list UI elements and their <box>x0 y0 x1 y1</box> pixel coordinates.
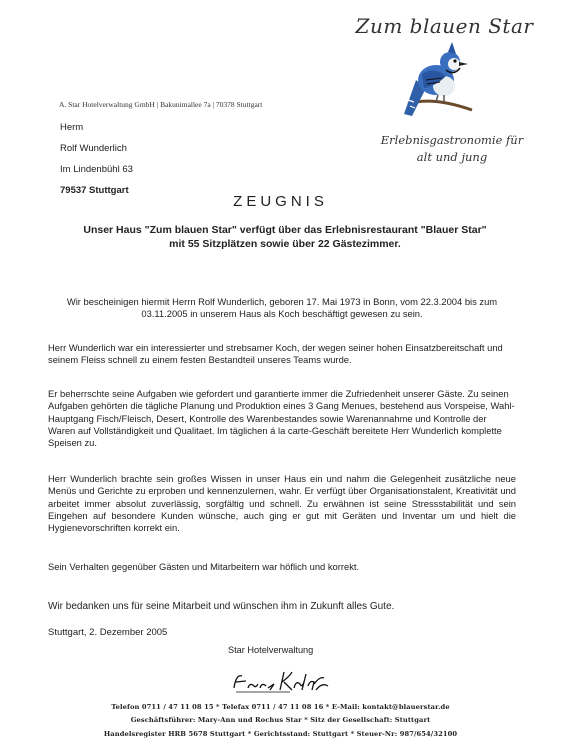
paragraph-employment: Wir bescheinigen hiermit Herrn Rolf Wunderlich, geboren 17. Mai 1973 in Bonn, vom 22.3.2004 bis zum 03.11.2005 in unserem Haus als Koch beschäftigt gewesen zu sein. <box>66 296 498 320</box>
paragraph-closing: Wir bedanken uns für seine Mitarbeit und wünschen ihm in Zukunft alles Gute. <box>48 601 395 612</box>
tagline-line1: Erlebnisgastronomie für <box>380 133 524 147</box>
recipient-name: Rolf Wunderlich <box>60 143 127 154</box>
tagline <box>352 132 552 166</box>
paragraph-character: Herr Wunderlich war ein interessierter und strebsamer Koch, der wegen seiner hohen Einsatzbereitschaft und seinem Fleiss schnell zu einem festen Bestandteil unseres Teams wurde. <box>48 342 503 366</box>
intro-line2: mit 55 Sitzplätzen sowie über 22 Gästezimmer. <box>169 238 401 250</box>
intro-text <box>46 223 524 251</box>
paragraph-skills: Herr Wunderlich brachte sein großes Wissen in unser Haus ein und nahm die Gelegenheit zusätzliche neue Menüs und Gerichte zu erproben und kennenzulernen, wahr. Er verfügt über Organisationstalent, Kreativität und arbeitet immer absolut zuverlässig, sorgfältig und schnell. Zu erwähnen ist seine Stressstabilität und sein Eingehen auf besondere Kunden wünsche, auch ging er gut mit Geräten und Inventar um und hielt die Hygienevorschriften korrekt ein. <box>48 473 516 534</box>
place-date: Stuttgart, 2. Dezember 2005 <box>48 627 168 638</box>
signature <box>230 668 334 694</box>
paragraph-conduct: Sein Verhalten gegenüber Gästen und Mitarbeitern war höflich und korrekt. <box>48 561 360 572</box>
recipient-street: Im Lindenbühl 63 <box>60 164 133 175</box>
paragraph-duties: Er beherrschte seine Aufgaben wie gefordert und garantierte immer die Zufriedenheit unserer Gäste. Zu seinen Aufgaben gehörten die tägliche Planung und Produktion eines 3 Gang Menues, bestehend aus Vorspeise, Wahl-Hauptgang Fisch/Fleisch, Desert, Kontrolle des Warenbestandes sowie Warenannahme und Kontrolle der Waren auf Vollständigkeit und Qualitaet. Im täglichen á la carte-Geschäft bereitete Herr Wunderlich komplette Speisen zu. <box>48 388 515 449</box>
recipient-salutation: Herm <box>60 122 84 133</box>
footer-registry: Handelsregister HRB 5678 Stuttgart * Gerichtsstand: Stuttgart * Steuer-Nr: 987/654/32100 <box>103 730 458 738</box>
recipient-city: 79537 Stuttgart <box>60 185 129 196</box>
footer-contact: Telefon 0711 / 47 11 08 15 * Telefax 0711 / 47 11 08 16 * E-Mail: kontakt@blauerstar.de <box>111 703 450 711</box>
blue-jay-bird-icon <box>402 40 476 118</box>
sender-line: A. Star Hotelverwaltung GmbH | Bakunimallee 7a | 70378 Stuttgart <box>59 100 263 109</box>
company-name: Star Hotelverwaltung <box>228 645 314 655</box>
tagline-line2: alt und jung <box>416 150 488 164</box>
intro-line1: Unser Haus "Zum blauen Star" verfügt über das Erlebnisrestaurant "Blauer Star" <box>83 224 487 236</box>
document-title: ZEUGNIS <box>233 193 328 210</box>
logo-title: Zum blauen Star <box>355 14 534 38</box>
footer-management: Geschäftsführer: Mary-Ann und Rochus Star * Sitz der Gesellschaft: Stuttgart <box>130 716 431 724</box>
